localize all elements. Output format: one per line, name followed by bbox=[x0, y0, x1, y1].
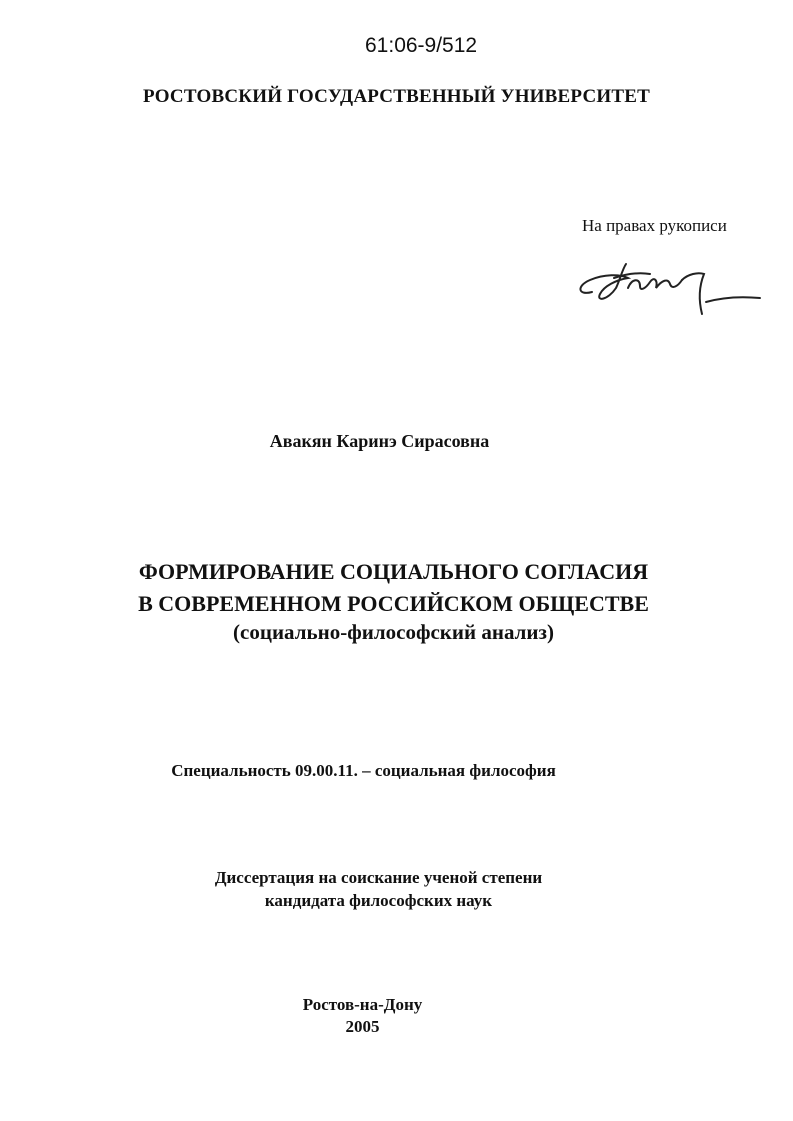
dissertation-line-1: Диссертация на соискание ученой степени bbox=[214, 868, 543, 887]
title-line-2: В СОВРЕМЕННОМ РОССИЙСКОМ ОБЩЕСТВЕ bbox=[138, 591, 649, 616]
title-subtitle: (социально-философский анализ) bbox=[233, 620, 554, 644]
dissertation-line-2: кандидата философских наук bbox=[264, 891, 493, 910]
author-name: Авакян Каринэ Сирасовна bbox=[269, 431, 490, 451]
specialty: Специальность 09.00.11. – социальная философия bbox=[171, 761, 556, 780]
year: 2005 bbox=[345, 1017, 380, 1036]
document-code: 61:06-9/512 bbox=[365, 34, 478, 57]
place: Ростов-на-Дону bbox=[302, 995, 423, 1014]
title-line-1: ФОРМИРОВАНИЕ СОЦИАЛЬНОГО СОГЛАСИЯ bbox=[138, 559, 649, 584]
manuscript-rights-note: На правах рукописи bbox=[582, 216, 727, 235]
signature-image bbox=[570, 244, 770, 324]
university-name: РОСТОВСКИЙ ГОСУДАРСТВЕННЫЙ УНИВЕРСИТЕТ bbox=[143, 86, 650, 107]
